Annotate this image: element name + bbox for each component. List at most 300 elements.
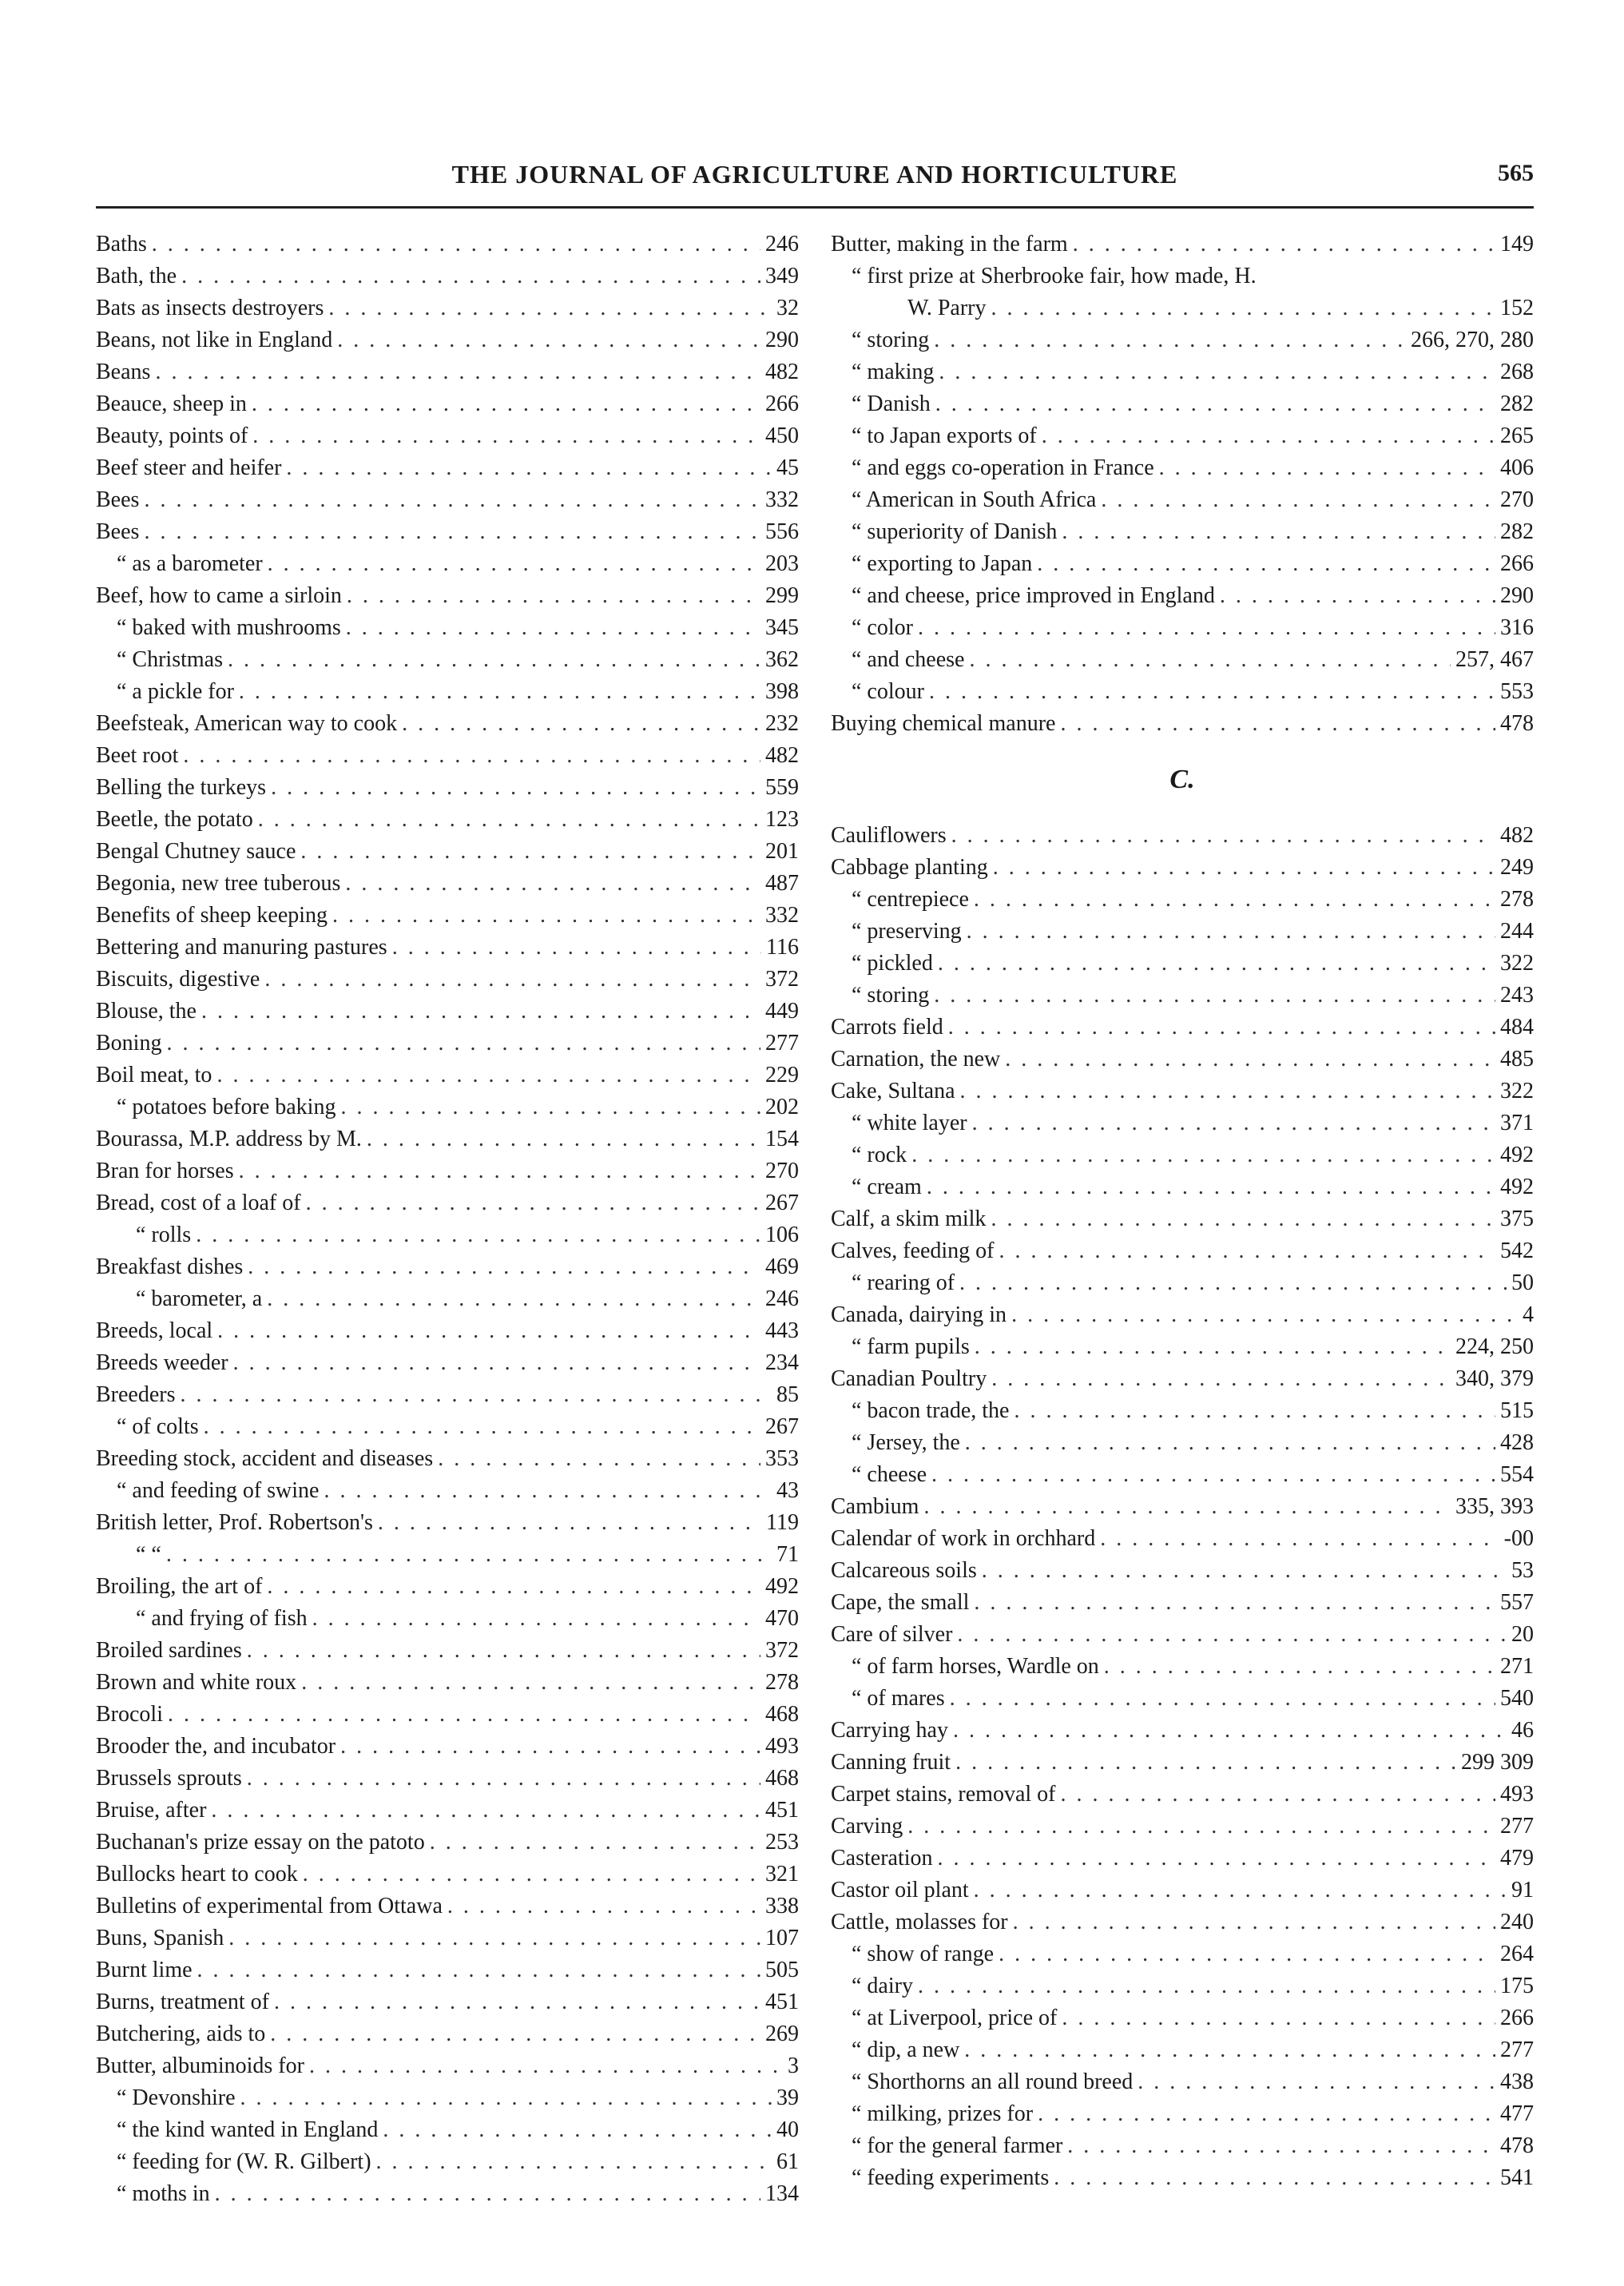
- index-entry: [831, 1459, 1534, 1491]
- dot-leader: [923, 1491, 1451, 1523]
- dot-leader: [918, 1970, 1495, 2002]
- index-entry: [96, 708, 799, 740]
- index-entry: [96, 740, 799, 772]
- index-entry: [96, 1859, 799, 1890]
- dot-leader: [948, 1012, 1495, 1044]
- dot-leader: [216, 1060, 760, 1091]
- dot-leader: [1060, 1779, 1495, 1811]
- index-entry-text: Bulletins of experimental from Ottawa: [96, 1894, 443, 1918]
- index-entry-pages: 492: [1500, 1143, 1534, 1167]
- dot-leader: [240, 2082, 772, 2114]
- dot-leader: [974, 1587, 1495, 1619]
- index-entry-pages: 482: [765, 743, 799, 768]
- index-entry-text: Beef, how to came a sirloin: [96, 583, 342, 608]
- index-entry: [96, 612, 799, 644]
- dot-leader: [300, 836, 760, 868]
- index-entry-pages: 85: [776, 1382, 799, 1407]
- index-entry-text: Bran for horses: [96, 1159, 234, 1183]
- index-entry: [96, 1091, 799, 1123]
- index-entry-pages: 278: [1500, 887, 1534, 912]
- index-entry-pages: 299 309: [1461, 1750, 1534, 1775]
- dot-leader: [1042, 420, 1495, 452]
- index-entry-pages: 152: [1500, 296, 1534, 320]
- index-entry-pages: 266: [765, 392, 799, 416]
- index-entry-pages: 468: [765, 1766, 799, 1791]
- index-entry-text: “ feeding experiments: [852, 2165, 1050, 2190]
- index-entry-text: Cabbage planting: [831, 855, 988, 880]
- index-entry-pages: 277: [1500, 1814, 1534, 1839]
- dot-leader: [960, 1075, 1495, 1107]
- dot-leader: [367, 1123, 760, 1155]
- index-entry: [831, 1906, 1534, 1938]
- index-entry-text: Brooder the, and incubator: [96, 1734, 336, 1759]
- index-entry-text: “ Shorthorns an all round breed: [852, 2069, 1134, 2094]
- dot-leader: [438, 1443, 760, 1475]
- index-entry: [831, 1203, 1534, 1235]
- index-entry-pages: 338: [765, 1894, 799, 1918]
- index-entry-text: Butter, making in the farm: [831, 232, 1068, 256]
- index-entry-pages: 470: [765, 1606, 799, 1631]
- dot-leader: [918, 612, 1495, 644]
- index-entry-text: “ farm pupils: [852, 1334, 970, 1359]
- index-entry-text: Bees: [96, 487, 140, 512]
- index-entry-pages: 116: [766, 935, 799, 960]
- page-header: [96, 160, 1534, 200]
- index-entry: [96, 996, 799, 1028]
- index-entry-pages: 264: [1500, 1942, 1534, 1966]
- dot-leader: [267, 1571, 760, 1603]
- index-entry-text: “ of colts: [117, 1414, 199, 1439]
- index-entry: [96, 420, 799, 452]
- index-entry: [831, 916, 1534, 948]
- index-entry-pages: 257, 467: [1455, 647, 1534, 672]
- dot-leader: [967, 916, 1495, 948]
- index-entry-text: “ first prize at Sherbrooke fair, how made, H.: [852, 264, 1257, 288]
- index-entry-text: Bourassa, M.P. address by M.: [96, 1127, 362, 1151]
- dot-leader: [337, 324, 760, 356]
- index-entry-text: Beans, not like in England: [96, 328, 333, 352]
- index-entry-pages: 290: [1500, 583, 1534, 608]
- dot-leader: [1060, 708, 1495, 740]
- dot-leader: [247, 1763, 760, 1795]
- index-entry: [96, 2114, 799, 2146]
- index-entry-pages: 487: [765, 871, 799, 896]
- index-entry-text: Breeding stock, accident and diseases: [96, 1446, 434, 1471]
- index-entry-pages: 484: [1500, 1015, 1534, 1040]
- index-entry: [831, 324, 1534, 356]
- index-entry-pages: 202: [765, 1095, 799, 1119]
- index-entry-text: Bettering and manuring pastures: [96, 935, 387, 960]
- dot-leader: [309, 2050, 783, 2082]
- index-entry-text: Cape, the small: [831, 1590, 970, 1615]
- index-entry-text: British letter, Prof. Robertson's: [96, 1510, 373, 1535]
- index-entry-pages: 478: [1500, 711, 1534, 736]
- index-entry-pages: 270: [1500, 487, 1534, 512]
- index-entry-text: Calendar of work in orchhard: [831, 1526, 1096, 1551]
- dot-leader: [301, 1667, 760, 1699]
- index-entry: [831, 852, 1534, 884]
- index-entry-text: “ the kind wanted in England: [117, 2117, 379, 2142]
- index-entry-pages: 32: [776, 296, 799, 320]
- index-entry-pages: 267: [765, 1414, 799, 1439]
- dot-leader: [999, 1938, 1495, 1970]
- index-entry-text: Bruise, after: [96, 1798, 207, 1823]
- index-entry-pages: 451: [765, 1798, 799, 1823]
- index-entry-pages: 246: [765, 232, 799, 256]
- dot-leader: [1005, 1044, 1495, 1075]
- index-entry-pages: 119: [766, 1510, 799, 1535]
- dot-leader: [982, 1555, 1507, 1587]
- index-entry-text: Burnt lime: [96, 1958, 193, 1982]
- dot-leader: [378, 1507, 761, 1539]
- index-entry-pages: 53: [1511, 1558, 1534, 1583]
- index-entry: [96, 1986, 799, 2018]
- index-entry-pages: 493: [1500, 1782, 1534, 1807]
- index-entry-text: “ moths in: [117, 2181, 210, 2206]
- index-entry: [831, 2162, 1534, 2194]
- index-entry: [831, 1427, 1534, 1459]
- index-entry: [96, 1219, 799, 1251]
- index-entry: [831, 612, 1534, 644]
- index-entry: [831, 1523, 1534, 1555]
- dot-leader: [1104, 1651, 1495, 1683]
- dot-leader: [204, 1411, 760, 1443]
- index-entry-pages: 234: [765, 1350, 799, 1375]
- index-entry-pages: 282: [1500, 519, 1534, 544]
- index-entry-text: “ Danish: [852, 392, 931, 416]
- index-entry-pages: 249: [1500, 855, 1534, 880]
- index-entry-pages: 375: [1500, 1207, 1534, 1231]
- dot-leader: [312, 1603, 760, 1635]
- index-entry-pages: 505: [765, 1958, 799, 1982]
- dot-leader: [402, 708, 760, 740]
- index-entry-text: “ show of range: [852, 1942, 995, 1966]
- index-entry: [96, 1571, 799, 1603]
- index-entry: [96, 836, 799, 868]
- index-entry: [96, 1890, 799, 1922]
- index-entry-text: “ colour: [852, 679, 924, 704]
- index-entry-pages: 201: [765, 839, 799, 864]
- index-entry: [831, 1747, 1534, 1779]
- index-entry-text: “ color: [852, 615, 913, 640]
- index-entry-text: Canadian Poultry: [831, 1366, 987, 1391]
- dot-leader: [993, 852, 1495, 884]
- index-entry-text: Butchering, aids to: [96, 2022, 266, 2046]
- index-entry: [831, 260, 1534, 292]
- index-entry-pages: 492: [1500, 1175, 1534, 1199]
- dot-leader: [991, 1363, 1451, 1395]
- index-entry-text: Beauce, sheep in: [96, 392, 247, 416]
- dot-leader: [907, 1811, 1495, 1843]
- index-entry-pages: 478: [1500, 2133, 1534, 2158]
- index-entry-text: “ potatoes before baking: [117, 1095, 336, 1119]
- index-entry: [831, 676, 1534, 708]
- index-entry-text: Calf, a skim milk: [831, 1207, 987, 1231]
- index-entry-text: “ for the general farmer: [852, 2133, 1063, 2158]
- index-entry: [831, 708, 1534, 740]
- index-entry-text: Cambium: [831, 1494, 919, 1519]
- dot-leader: [252, 420, 760, 452]
- index-entry: [96, 1411, 799, 1443]
- index-entry-pages: 271: [1500, 1654, 1534, 1679]
- dot-leader: [447, 1890, 760, 1922]
- index-entry-pages: 515: [1500, 1398, 1534, 1423]
- index-entry: [831, 1651, 1534, 1683]
- index-entry-text: Brussels sprouts: [96, 1766, 242, 1791]
- index-entry-text: “ storing: [852, 983, 930, 1008]
- index-entry: [96, 1155, 799, 1187]
- index-entry-text: “ cheese: [852, 1462, 927, 1487]
- index-entry-pages: 134: [765, 2181, 799, 2206]
- index-entry: [831, 548, 1534, 580]
- index-entry-text: “ feeding for (W. R. Gilbert): [117, 2149, 371, 2174]
- index-entry-pages: 50: [1511, 1270, 1534, 1295]
- dot-leader: [929, 676, 1495, 708]
- index-entry: [831, 948, 1534, 980]
- index-entry-text: Beefsteak, American way to cook: [96, 711, 398, 736]
- dot-leader: [938, 1843, 1495, 1875]
- index-entry-text: “ white layer: [852, 1111, 967, 1135]
- index-entry-text: Calves, feeding of: [831, 1238, 995, 1263]
- dot-leader: [1014, 1395, 1495, 1427]
- dot-leader: [1138, 2066, 1495, 2098]
- index-entry-pages: 277: [765, 1031, 799, 1056]
- index-entry-text: Care of silver: [831, 1622, 953, 1647]
- index-entry-pages: 299: [765, 583, 799, 608]
- index-entry-text: Beans: [96, 360, 151, 384]
- page-number: 565: [1498, 160, 1534, 186]
- index-entry-pages: 229: [765, 1063, 799, 1087]
- index-entry: [96, 229, 799, 260]
- index-entry: [96, 1251, 799, 1283]
- dot-leader: [1013, 1906, 1495, 1938]
- index-entry-text: “ making: [852, 360, 935, 384]
- index-entry-pages: 266: [1500, 551, 1534, 576]
- index-entry: [831, 1938, 1534, 1970]
- index-entry: [96, 1667, 799, 1699]
- dot-leader: [965, 1427, 1495, 1459]
- index-entry-pages: 322: [1500, 1079, 1534, 1103]
- index-entry-pages: 61: [776, 2149, 799, 2174]
- index-entry-pages: 321: [765, 1862, 799, 1886]
- index-entry-pages: 559: [765, 775, 799, 800]
- index-entry: [96, 932, 799, 964]
- index-entry: [831, 1331, 1534, 1363]
- index-entry-pages: 362: [765, 647, 799, 672]
- index-entry-pages: 4: [1523, 1302, 1534, 1327]
- index-entry-pages: 322: [1500, 951, 1534, 976]
- index-entry: [831, 1715, 1534, 1747]
- dot-leader: [201, 996, 760, 1028]
- index-entry-pages: 450: [765, 423, 799, 448]
- index-column-left: [96, 229, 799, 2210]
- index-entry-pages: 451: [765, 1990, 799, 2014]
- index-entry: [96, 580, 799, 612]
- index-entry-text: “ and eggs co-operation in France: [852, 455, 1154, 480]
- dot-leader: [183, 740, 760, 772]
- index-entry-text: Bats as insects destroyers: [96, 296, 324, 320]
- dot-leader: [267, 1283, 760, 1315]
- index-entry: [831, 1587, 1534, 1619]
- index-entry-text: Casteration: [831, 1846, 933, 1871]
- dot-leader: [1054, 2162, 1495, 2194]
- dot-leader: [1062, 2002, 1495, 2034]
- index-entry-pages: 246: [765, 1286, 799, 1311]
- index-entry-text: Begonia, new tree tuberous: [96, 871, 341, 896]
- index-entry-text: “ and cheese, price improved in England: [852, 583, 1215, 608]
- index-entry-pages: 443: [765, 1318, 799, 1343]
- index-entry-pages: 253: [765, 1830, 799, 1855]
- index-entry: [96, 868, 799, 900]
- index-entry-text: “ exporting to Japan: [852, 551, 1033, 576]
- dot-leader: [1038, 2098, 1495, 2130]
- dot-leader: [934, 980, 1495, 1012]
- dot-leader: [274, 1986, 760, 2018]
- index-entry-pages: 479: [1500, 1846, 1534, 1871]
- index-entry-text: Cake, Sultana: [831, 1079, 955, 1103]
- index-entry: [96, 516, 799, 548]
- dot-leader: [144, 516, 760, 548]
- index-entry-text: Broiling, the art of: [96, 1574, 263, 1599]
- index-entry: [96, 1507, 799, 1539]
- dot-leader: [1073, 229, 1495, 260]
- index-entry: [96, 644, 799, 676]
- index-entry-pages: 20: [1511, 1622, 1534, 1647]
- index-entry-pages: 332: [765, 487, 799, 512]
- index-entry-text: “ to Japan exports of: [852, 423, 1037, 448]
- dot-leader: [286, 452, 772, 484]
- index-entry: [831, 820, 1534, 852]
- dot-leader: [927, 1171, 1495, 1203]
- index-entry-text: Brocoli: [96, 1702, 163, 1727]
- dot-leader: [345, 868, 760, 900]
- index-entry-pages: 46: [1511, 1718, 1534, 1743]
- index-entry: [831, 1107, 1534, 1139]
- index-entry: [831, 1875, 1534, 1906]
- index-entry-text: “ baked with mushrooms: [117, 615, 341, 640]
- index-entry: [831, 356, 1534, 388]
- index-entry-pages: 372: [765, 1638, 799, 1663]
- index-entry-pages: 482: [765, 360, 799, 384]
- index-entry: [96, 1954, 799, 1986]
- index-entry-text: “ Christmas: [117, 647, 223, 672]
- index-entry-pages: 557: [1500, 1590, 1534, 1615]
- index-entry-text: Butter, albuminoids for: [96, 2053, 304, 2078]
- index-entry: [96, 1187, 799, 1219]
- index-entry-pages: 232: [765, 711, 799, 736]
- index-entry: [831, 292, 1534, 324]
- index-entry-pages: 154: [765, 1127, 799, 1151]
- index-entry-text: Buns, Spanish: [96, 1926, 224, 1950]
- index-entry-pages: 266, 270, 280: [1411, 328, 1534, 352]
- dot-leader: [951, 820, 1495, 852]
- index-entry-pages: 175: [1500, 1974, 1534, 1998]
- dot-leader: [252, 388, 760, 420]
- index-entry: [96, 548, 799, 580]
- index-entry-pages: 371: [1500, 1111, 1534, 1135]
- index-entry-text: Cauliflowers: [831, 823, 947, 848]
- index-entry-pages: 106: [765, 1223, 799, 1247]
- index-entry: [831, 1811, 1534, 1843]
- index-entry: [831, 884, 1534, 916]
- dot-leader: [934, 324, 1406, 356]
- index-entry-pages: 240: [1500, 1910, 1534, 1934]
- index-entry-text: Breeds weeder: [96, 1350, 228, 1375]
- index-entry-pages: 556: [765, 519, 799, 544]
- index-entry-text: Cattle, molasses for: [831, 1910, 1008, 1934]
- index-entry: [96, 356, 799, 388]
- dot-leader: [972, 1107, 1495, 1139]
- index-entry: [831, 1171, 1534, 1203]
- index-entry-pages: 469: [765, 1254, 799, 1279]
- index-entry-text: “ cream: [852, 1175, 922, 1199]
- index-entry: [831, 644, 1534, 676]
- index-entry-pages: 290: [765, 328, 799, 352]
- index-entry-pages: 243: [1500, 983, 1534, 1008]
- index-entry-pages: 482: [1500, 823, 1534, 848]
- index-group-b-continued: [831, 229, 1534, 740]
- dot-leader: [959, 1267, 1507, 1299]
- dot-leader: [974, 1875, 1507, 1906]
- dot-leader: [999, 1235, 1496, 1267]
- index-entry: [96, 1443, 799, 1475]
- index-entry: [831, 1683, 1534, 1715]
- dot-leader: [975, 1331, 1451, 1363]
- dot-leader: [430, 1827, 760, 1859]
- dot-leader: [258, 804, 760, 836]
- dot-leader: [215, 2178, 760, 2210]
- dot-leader: [306, 1187, 760, 1219]
- index-entry-pages: 91: [1511, 1878, 1534, 1902]
- index-entry: [831, 1970, 1534, 2002]
- index-entry-pages: 353: [765, 1446, 799, 1471]
- dot-leader: [328, 292, 772, 324]
- index-entry-pages: 268: [1500, 360, 1534, 384]
- index-entry: [831, 516, 1534, 548]
- dot-leader: [950, 1683, 1495, 1715]
- index-entry-pages: -00: [1503, 1526, 1534, 1551]
- dot-leader: [228, 644, 760, 676]
- index-entry: [96, 452, 799, 484]
- index-entry-pages: 449: [765, 999, 799, 1024]
- index-entry-text: Bath, the: [96, 264, 177, 288]
- index-entry-text: “ and feeding of swine: [117, 1478, 320, 1503]
- dot-leader: [346, 612, 760, 644]
- dot-leader: [168, 1699, 760, 1731]
- index-entry-pages: 540: [1500, 1686, 1534, 1711]
- dot-leader: [991, 1203, 1495, 1235]
- index-entry-text: “ “: [136, 1542, 161, 1567]
- dot-leader: [1101, 484, 1495, 516]
- dot-leader: [953, 1715, 1507, 1747]
- index-entry-pages: 542: [1500, 1238, 1534, 1263]
- index-entry: [831, 420, 1534, 452]
- index-entry-pages: 553: [1500, 679, 1534, 704]
- index-entry: [831, 1363, 1534, 1395]
- index-entry-text: “ Jersey, the: [852, 1430, 960, 1455]
- dot-leader: [247, 1635, 760, 1667]
- index-entry-text: “ rearing of: [852, 1270, 955, 1295]
- index-entry-text: Broiled sardines: [96, 1638, 242, 1663]
- dot-leader: [340, 1091, 760, 1123]
- index-entry-pages: 203: [765, 551, 799, 576]
- index-entry-pages: 267: [765, 1191, 799, 1215]
- index-entry-pages: 3: [788, 2053, 799, 2078]
- index-entry: [831, 580, 1534, 612]
- index-entry: [831, 229, 1534, 260]
- index-entry: [96, 1379, 799, 1411]
- index-entry-text: Buchanan's prize essay on the patoto: [96, 1830, 425, 1855]
